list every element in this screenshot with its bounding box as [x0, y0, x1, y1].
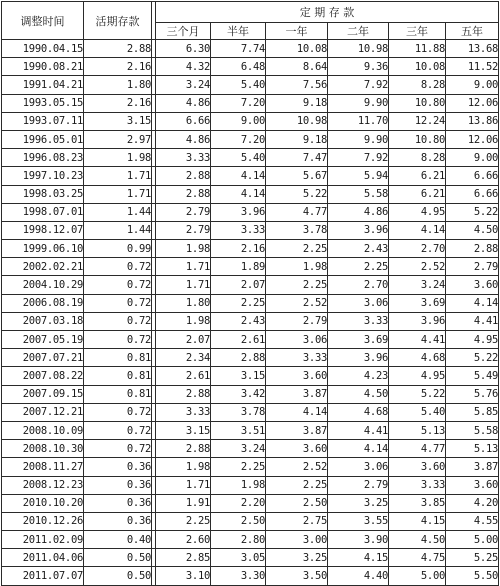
cell-adjust-date: 2010.10.20: [2, 494, 84, 512]
cell-rate-3y: 4.77: [389, 440, 446, 458]
table-row: [2, 94, 499, 112]
cell-current-rate: 0.72: [84, 440, 152, 458]
cell-rate-3y: 12.24: [389, 112, 446, 130]
cell-rate-1y: 10.98: [266, 112, 328, 130]
cell-rate-3y: 3.85: [389, 494, 446, 512]
cell-rate-5y: 5.22: [446, 203, 499, 221]
cell-rate-3m: 1.71: [156, 476, 211, 494]
cell-rate-5y: 3.87: [446, 458, 499, 476]
cell-rate-5y: 4.55: [446, 512, 499, 530]
cell-rate-3m: 1.71: [156, 258, 211, 276]
cell-rate-2y: 9.90: [328, 94, 389, 112]
cell-rate-3y: 10.80: [389, 94, 446, 112]
cell-rate-3m: 3.15: [156, 421, 211, 439]
cell-rate-5y: 4.20: [446, 494, 499, 512]
table-row: [2, 494, 499, 512]
cell-rate-5y: 4.41: [446, 312, 499, 330]
cell-rate-3y: 3.96: [389, 312, 446, 330]
table-row: [2, 567, 499, 585]
cell-rate-6m: 3.05: [211, 549, 266, 567]
cell-adjust-date: 2007.03.18: [2, 312, 84, 330]
table-row: [2, 58, 499, 76]
table-row: [2, 240, 499, 258]
table-row: [2, 349, 499, 367]
header-term-6m: 半年: [211, 23, 266, 40]
cell-rate-6m: 3.51: [211, 421, 266, 439]
cell-rate-2y: 3.25: [328, 494, 389, 512]
cell-current-rate: 0.36: [84, 494, 152, 512]
cell-rate-2y: 2.79: [328, 476, 389, 494]
cell-current-rate: 0.36: [84, 476, 152, 494]
table-row: [2, 130, 499, 148]
cell-rate-6m: 2.07: [211, 276, 266, 294]
cell-rate-2y: 4.15: [328, 549, 389, 567]
cell-rate-5y: 5.13: [446, 440, 499, 458]
cell-rate-6m: 2.50: [211, 512, 266, 530]
cell-rate-1y: 3.78: [266, 221, 328, 239]
cell-current-rate: 1.80: [84, 76, 152, 94]
cell-rate-6m: 2.16: [211, 240, 266, 258]
cell-rate-6m: 5.40: [211, 76, 266, 94]
cell-rate-2y: 7.92: [328, 76, 389, 94]
cell-rate-1y: 8.64: [266, 58, 328, 76]
cell-rate-3m: 1.91: [156, 494, 211, 512]
cell-adjust-date: 2011.02.09: [2, 531, 84, 549]
cell-rate-3m: 2.88: [156, 385, 211, 403]
table-row: [2, 549, 499, 567]
table-row: [2, 403, 499, 421]
cell-rate-3y: 4.14: [389, 221, 446, 239]
table-row: [2, 331, 499, 349]
cell-rate-2y: 3.33: [328, 312, 389, 330]
cell-rate-6m: 3.30: [211, 567, 266, 585]
cell-current-rate: 2.88: [84, 40, 152, 58]
cell-adjust-date: 1997.10.23: [2, 167, 84, 185]
cell-rate-3m: 2.79: [156, 221, 211, 239]
cell-current-rate: 0.36: [84, 458, 152, 476]
cell-rate-3y: 2.52: [389, 258, 446, 276]
cell-rate-2y: 4.40: [328, 567, 389, 585]
cell-rate-5y: 4.14: [446, 294, 499, 312]
cell-rate-1y: 3.60: [266, 440, 328, 458]
cell-rate-3m: 2.34: [156, 349, 211, 367]
cell-rate-3m: 1.98: [156, 240, 211, 258]
cell-current-rate: 0.72: [84, 403, 152, 421]
cell-rate-3y: 8.28: [389, 149, 446, 167]
header-term-5y: 五年: [446, 23, 499, 40]
cell-rate-3m: 4.86: [156, 94, 211, 112]
cell-rate-1y: 5.22: [266, 185, 328, 203]
cell-rate-3m: 2.88: [156, 440, 211, 458]
cell-rate-5y: 13.86: [446, 112, 499, 130]
header-term-3m: 三个月: [156, 23, 211, 40]
table-row: [2, 185, 499, 203]
cell-rate-2y: 4.68: [328, 403, 389, 421]
cell-rate-1y: 3.50: [266, 567, 328, 585]
cell-adjust-date: 2011.04.06: [2, 549, 84, 567]
table-row: [2, 112, 499, 130]
cell-rate-5y: 5.25: [446, 549, 499, 567]
cell-rate-6m: 1.98: [211, 476, 266, 494]
cell-rate-6m: 4.14: [211, 167, 266, 185]
cell-rate-3y: 5.13: [389, 421, 446, 439]
cell-adjust-date: 2008.10.09: [2, 421, 84, 439]
cell-rate-3y: 3.60: [389, 458, 446, 476]
cell-adjust-date: 2007.09.15: [2, 385, 84, 403]
cell-rate-3y: 4.50: [389, 531, 446, 549]
cell-rate-3m: 1.71: [156, 276, 211, 294]
table-row: [2, 276, 499, 294]
cell-rate-3m: 2.85: [156, 549, 211, 567]
table-row: [2, 476, 499, 494]
cell-current-rate: 0.72: [84, 421, 152, 439]
cell-current-rate: 0.99: [84, 240, 152, 258]
cell-rate-6m: 3.96: [211, 203, 266, 221]
cell-adjust-date: 2007.08.22: [2, 367, 84, 385]
cell-rate-5y: 11.52: [446, 58, 499, 76]
cell-adjust-date: 2008.12.23: [2, 476, 84, 494]
cell-rate-3m: 2.25: [156, 512, 211, 530]
cell-adjust-date: 1998.07.01: [2, 203, 84, 221]
cell-rate-5y: 5.58: [446, 421, 499, 439]
cell-rate-2y: 7.92: [328, 149, 389, 167]
cell-rate-1y: 2.25: [266, 240, 328, 258]
cell-rate-1y: 9.18: [266, 130, 328, 148]
cell-adjust-date: 2010.12.26: [2, 512, 84, 530]
cell-rate-2y: 10.98: [328, 40, 389, 58]
cell-rate-3m: 2.61: [156, 367, 211, 385]
cell-current-rate: 0.36: [84, 512, 152, 530]
cell-adjust-date: 1993.07.11: [2, 112, 84, 130]
cell-current-rate: 0.81: [84, 367, 152, 385]
cell-rate-3m: 3.33: [156, 403, 211, 421]
cell-adjust-date: 1991.04.21: [2, 76, 84, 94]
cell-current-rate: 0.40: [84, 531, 152, 549]
cell-rate-1y: 2.52: [266, 294, 328, 312]
cell-rate-5y: 12.06: [446, 94, 499, 112]
cell-rate-3y: 11.88: [389, 40, 446, 58]
cell-rate-3m: 3.10: [156, 567, 211, 585]
cell-rate-1y: 2.25: [266, 276, 328, 294]
cell-rate-1y: 2.79: [266, 312, 328, 330]
table-row: [2, 76, 499, 94]
cell-rate-6m: 2.61: [211, 331, 266, 349]
cell-rate-3y: 3.69: [389, 294, 446, 312]
cell-rate-3y: 3.33: [389, 476, 446, 494]
cell-rate-1y: 7.47: [266, 149, 328, 167]
cell-rate-5y: 5.22: [446, 349, 499, 367]
cell-rate-3m: 1.98: [156, 312, 211, 330]
table-row: [2, 512, 499, 530]
cell-rate-3y: 3.24: [389, 276, 446, 294]
cell-rate-3m: 2.07: [156, 331, 211, 349]
header-current-deposit: 活期存款: [84, 2, 152, 40]
cell-rate-2y: 9.90: [328, 130, 389, 148]
header-term-2y: 二年: [328, 23, 389, 40]
cell-rate-5y: 3.60: [446, 276, 499, 294]
cell-rate-3y: 5.22: [389, 385, 446, 403]
cell-rate-6m: 2.43: [211, 312, 266, 330]
cell-rate-1y: 1.98: [266, 258, 328, 276]
cell-adjust-date: 2007.12.21: [2, 403, 84, 421]
table-row: [2, 221, 499, 239]
cell-rate-3m: 1.80: [156, 294, 211, 312]
cell-rate-3m: 2.60: [156, 531, 211, 549]
cell-rate-3m: 3.33: [156, 149, 211, 167]
cell-adjust-date: 2007.07.21: [2, 349, 84, 367]
cell-rate-2y: 5.94: [328, 167, 389, 185]
cell-current-rate: 0.72: [84, 331, 152, 349]
cell-rate-3y: 10.80: [389, 130, 446, 148]
cell-adjust-date: 2008.10.30: [2, 440, 84, 458]
cell-rate-1y: 4.14: [266, 403, 328, 421]
cell-rate-1y: 4.77: [266, 203, 328, 221]
cell-rate-5y: 12.06: [446, 130, 499, 148]
cell-rate-1y: 3.00: [266, 531, 328, 549]
table-row: [2, 167, 499, 185]
cell-rate-6m: 1.89: [211, 258, 266, 276]
table-row: [2, 312, 499, 330]
cell-rate-1y: 3.33: [266, 349, 328, 367]
cell-rate-3m: 6.66: [156, 112, 211, 130]
cell-adjust-date: 1993.05.15: [2, 94, 84, 112]
cell-rate-3y: 4.15: [389, 512, 446, 530]
cell-rate-5y: 3.60: [446, 476, 499, 494]
cell-rate-6m: 7.20: [211, 94, 266, 112]
cell-rate-1y: 2.75: [266, 512, 328, 530]
cell-current-rate: 1.44: [84, 221, 152, 239]
cell-rate-3y: 5.40: [389, 403, 446, 421]
cell-rate-1y: 9.18: [266, 94, 328, 112]
cell-rate-1y: 10.08: [266, 40, 328, 58]
cell-adjust-date: 1996.08.23: [2, 149, 84, 167]
header-fixed-deposit: 定 期 存 款: [156, 2, 499, 23]
cell-rate-3m: 4.32: [156, 58, 211, 76]
cell-current-rate: 1.71: [84, 167, 152, 185]
cell-current-rate: 2.16: [84, 94, 152, 112]
cell-rate-3m: 2.79: [156, 203, 211, 221]
table-row: [2, 531, 499, 549]
cell-adjust-date: 2007.05.19: [2, 331, 84, 349]
cell-current-rate: 0.72: [84, 258, 152, 276]
cell-rate-5y: 6.66: [446, 167, 499, 185]
cell-current-rate: 0.81: [84, 385, 152, 403]
cell-rate-3m: 6.30: [156, 40, 211, 58]
cell-rate-3y: 4.95: [389, 203, 446, 221]
cell-adjust-date: 1990.04.15: [2, 40, 84, 58]
cell-rate-2y: 2.43: [328, 240, 389, 258]
cell-current-rate: 0.72: [84, 294, 152, 312]
cell-rate-6m: 9.00: [211, 112, 266, 130]
cell-rate-3y: 6.21: [389, 185, 446, 203]
cell-rate-2y: 3.06: [328, 458, 389, 476]
cell-rate-5y: 4.95: [446, 331, 499, 349]
cell-rate-6m: 2.80: [211, 531, 266, 549]
table-body: [2, 40, 499, 586]
cell-rate-1y: 5.67: [266, 167, 328, 185]
cell-rate-2y: 9.36: [328, 58, 389, 76]
cell-adjust-date: 1998.12.07: [2, 221, 84, 239]
cell-current-rate: 0.50: [84, 567, 152, 585]
cell-rate-2y: 4.14: [328, 440, 389, 458]
cell-adjust-date: 1996.05.01: [2, 130, 84, 148]
cell-rate-6m: 2.25: [211, 458, 266, 476]
cell-current-rate: 0.50: [84, 549, 152, 567]
cell-rate-1y: 2.50: [266, 494, 328, 512]
cell-rate-2y: 11.70: [328, 112, 389, 130]
cell-rate-6m: 7.74: [211, 40, 266, 58]
cell-rate-2y: 2.70: [328, 276, 389, 294]
cell-rate-3m: 3.24: [156, 76, 211, 94]
cell-current-rate: 0.81: [84, 349, 152, 367]
cell-rate-5y: 5.49: [446, 367, 499, 385]
cell-rate-3y: 6.21: [389, 167, 446, 185]
cell-rate-2y: 3.96: [328, 221, 389, 239]
cell-rate-5y: 13.68: [446, 40, 499, 58]
cell-rate-3m: 4.86: [156, 130, 211, 148]
cell-adjust-date: 2011.07.07: [2, 567, 84, 585]
cell-rate-2y: 4.23: [328, 367, 389, 385]
cell-rate-5y: 4.50: [446, 221, 499, 239]
cell-rate-5y: 5.76: [446, 385, 499, 403]
table-row: [2, 203, 499, 221]
cell-rate-1y: 7.56: [266, 76, 328, 94]
header-adjust-date: 调整时间: [2, 2, 84, 40]
cell-current-rate: 0.72: [84, 312, 152, 330]
cell-current-rate: 3.15: [84, 112, 152, 130]
cell-rate-5y: 2.88: [446, 240, 499, 258]
cell-rate-5y: 6.66: [446, 185, 499, 203]
cell-rate-6m: 2.88: [211, 349, 266, 367]
cell-rate-1y: 3.25: [266, 549, 328, 567]
cell-current-rate: 0.72: [84, 276, 152, 294]
cell-current-rate: 1.98: [84, 149, 152, 167]
cell-rate-2y: 4.86: [328, 203, 389, 221]
rate-table-sheet: [0, 1, 500, 583]
table-row: [2, 258, 499, 276]
cell-rate-6m: 3.78: [211, 403, 266, 421]
cell-rate-6m: 7.20: [211, 130, 266, 148]
table-row: [2, 421, 499, 439]
cell-rate-3m: 2.88: [156, 185, 211, 203]
cell-rate-6m: 2.20: [211, 494, 266, 512]
cell-rate-5y: 5.50: [446, 567, 499, 585]
cell-rate-2y: 3.69: [328, 331, 389, 349]
table-row: [2, 294, 499, 312]
cell-rate-2y: 3.06: [328, 294, 389, 312]
table-row: [2, 440, 499, 458]
cell-adjust-date: 2002.02.21: [2, 258, 84, 276]
cell-rate-1y: 3.87: [266, 421, 328, 439]
table-row: [2, 385, 499, 403]
cell-rate-6m: 3.42: [211, 385, 266, 403]
cell-rate-1y: 2.25: [266, 476, 328, 494]
cell-rate-3y: 4.95: [389, 367, 446, 385]
cell-adjust-date: 2006.08.19: [2, 294, 84, 312]
cell-rate-5y: 2.79: [446, 258, 499, 276]
cell-rate-5y: 9.00: [446, 149, 499, 167]
cell-rate-3y: 5.00: [389, 567, 446, 585]
cell-rate-2y: 3.55: [328, 512, 389, 530]
cell-rate-3y: 10.08: [389, 58, 446, 76]
cell-rate-6m: 2.25: [211, 294, 266, 312]
cell-rate-2y: 2.25: [328, 258, 389, 276]
cell-rate-2y: 4.41: [328, 421, 389, 439]
cell-rate-5y: 5.00: [446, 531, 499, 549]
cell-current-rate: 1.44: [84, 203, 152, 221]
cell-rate-6m: 3.24: [211, 440, 266, 458]
cell-rate-6m: 3.33: [211, 221, 266, 239]
cell-rate-1y: 3.87: [266, 385, 328, 403]
cell-rate-3y: 4.41: [389, 331, 446, 349]
header-term-3y: 三年: [389, 23, 446, 40]
cell-rate-6m: 6.48: [211, 58, 266, 76]
cell-rate-6m: 5.40: [211, 149, 266, 167]
cell-rate-3y: 2.70: [389, 240, 446, 258]
cell-rate-5y: 5.85: [446, 403, 499, 421]
cell-adjust-date: 2004.10.29: [2, 276, 84, 294]
cell-rate-5y: 9.00: [446, 76, 499, 94]
cell-adjust-date: 1998.03.25: [2, 185, 84, 203]
cell-adjust-date: 1999.06.10: [2, 240, 84, 258]
cell-rate-3y: 8.28: [389, 76, 446, 94]
cell-rate-1y: 3.06: [266, 331, 328, 349]
cell-current-rate: 2.16: [84, 58, 152, 76]
cell-rate-3m: 2.88: [156, 167, 211, 185]
cell-rate-2y: 5.58: [328, 185, 389, 203]
cell-rate-2y: 3.90: [328, 531, 389, 549]
cell-rate-3y: 4.75: [389, 549, 446, 567]
header-term-1y: 一年: [266, 23, 328, 40]
cell-rate-6m: 4.14: [211, 185, 266, 203]
table-row: [2, 458, 499, 476]
cell-rate-1y: 3.60: [266, 367, 328, 385]
cell-rate-3m: 1.98: [156, 458, 211, 476]
cell-rate-1y: 2.52: [266, 458, 328, 476]
table-row: [2, 149, 499, 167]
cell-current-rate: 2.97: [84, 130, 152, 148]
deposit-rate-table: [1, 1, 499, 586]
cell-rate-6m: 3.15: [211, 367, 266, 385]
cell-rate-3y: 4.68: [389, 349, 446, 367]
cell-rate-2y: 4.50: [328, 385, 389, 403]
cell-adjust-date: 1990.08.21: [2, 58, 84, 76]
cell-adjust-date: 2008.11.27: [2, 458, 84, 476]
cell-rate-2y: 3.96: [328, 349, 389, 367]
table-row: [2, 40, 499, 58]
table-row: [2, 367, 499, 385]
cell-current-rate: 1.71: [84, 185, 152, 203]
